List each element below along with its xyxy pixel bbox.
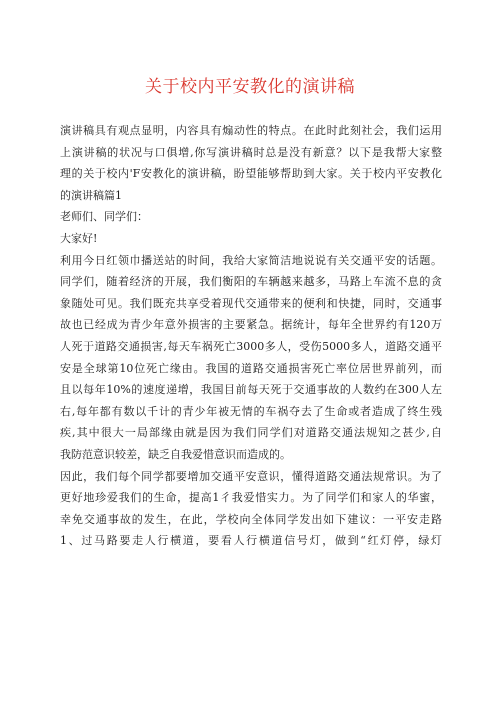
paragraph-line: 1、过马路要走人行横道，要看人行横道信号灯，做到“红灯停，绿灯: [60, 534, 442, 548]
paragraph-line: 我防范意识较差，缺乏自我爱惜意识而造成的。: [60, 447, 291, 461]
paragraph-line: 演讲稿具有观点显明，内容具有煽动性的特点。在此时此刻社会，我们运用: [60, 124, 442, 137]
paragraph-line: 且以每年10%的速度递增，我国目前每天死于交通事故的人数约在300人左: [60, 383, 442, 397]
paragraph-line: 象随处可见。我们既充共享受着现代交通带来的便利和快捷，同时，交通事: [60, 296, 442, 310]
paragraph-line: 右,每年都有数以千计的青少年被无情的车祸夺去了生命或者造成了终生残: [60, 404, 442, 418]
document-body: [60, 120, 442, 552]
paragraph-line: 更好地珍爱我们的生命，提高1彳我爱惜实力。为了同学们和家人的华蜜，: [60, 491, 442, 505]
paragraph-line: 上演讲稿的状况与口俱增,你写演讲稿时总是没有新意？以下是我帮大家整: [60, 145, 442, 159]
paragraph-line: 幸免交通事故的发生，在此，学校向全体同学发出如下建议：一平安走路: [60, 512, 442, 526]
paragraph-line: 利用今日红领巾播送站的时间，我给大家简洁地说说有关交通平安的话题。: [60, 253, 442, 267]
document-title: 关于校内平安教化的演讲稿: [145, 77, 355, 97]
paragraph-line: 人死于道路交通损害,每天车祸死亡3000多人，受伤5000多人，道路交通平: [60, 339, 442, 353]
greeting-line: 大家好!: [60, 231, 98, 245]
paragraph-line: 安是全球第10位死亡缘由。我国的道路交通损害死亡率位居世界前列，而: [60, 361, 442, 375]
paragraph-line: 理的关于校内'F安教化的演讲稿，盼望能够帮助到大家。关于校内平安教化: [60, 167, 442, 181]
paragraph-line: 的演讲稿篇1: [60, 188, 122, 202]
salutation-line: 老师们、同学们：: [60, 210, 148, 224]
paragraph-line: 故也已经成为青少年意外损害的主要紧急。据统计，每年全世界约有120万: [60, 318, 442, 332]
paragraph-line: 同学们，随着经济的开展，我们衡阳的车辆越来越多，马路上车流不息的贪: [60, 275, 442, 289]
paragraph-line: 因此，我们每个同学都要增加交通平安意识，懂得道路交通法规常识。为了: [60, 469, 442, 483]
paragraph-line: 疾,其中很大一局部缘由就是因为我们同学们对道路交通法规知之甚少,自: [60, 426, 442, 440]
